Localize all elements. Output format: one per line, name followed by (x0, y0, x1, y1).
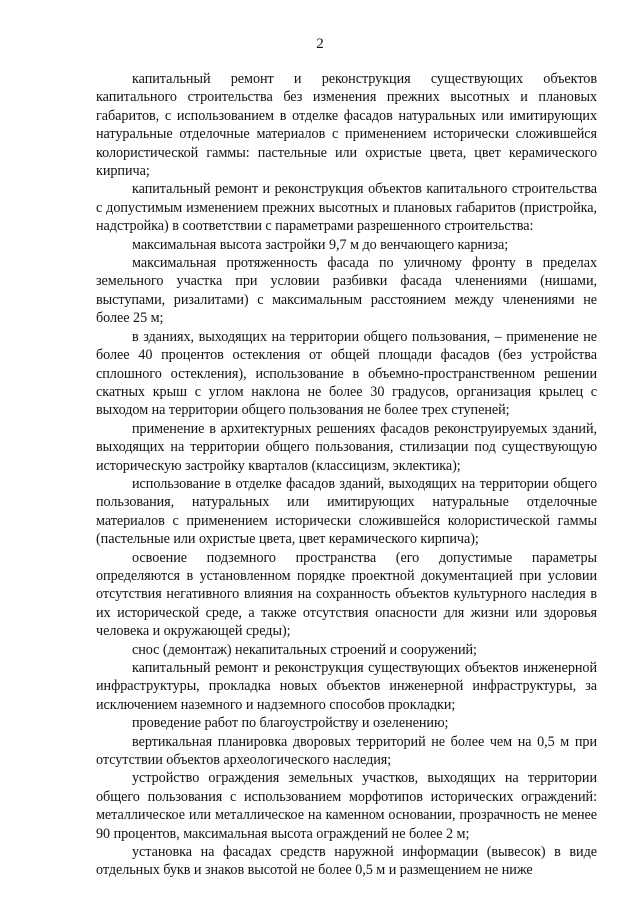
paragraph-10: капитальный ремонт и реконструкция существующих объектов инженерной инфраструктуры, прокладка новых объектов инженерной инфраструктуры, за исключением наземного и надземного способов прокладки; (96, 660, 597, 713)
paragraph-7: использование в отделке фасадов зданий, выходящих на территории общего пользования, натуральных или имитирующих натуральные отделочные материалов с применением исторически сложившейся колористической гаммы (пастельные или охристые цвета, цвет керамического кирпича); (96, 475, 597, 548)
document-body (96, 70, 597, 880)
paragraph-9: снос (демонтаж) некапитальных строений и сооружений; (132, 641, 477, 658)
paragraph-11: проведение работ по благоустройству и озеленению; (132, 715, 449, 732)
paragraph-6: применение в архитектурных решениях фасадов реконструируемых зданий, выходящих на территории общего пользования, стилизации под существующую историческую застройку кварталов (классицизм, эклектика); (96, 420, 597, 474)
paragraph-2: капитальный ремонт и реконструкция объектов капитального строительства с допустимым изменением прежних высотных и плановых габаритов (пристройка, надстройка) в соответствии с параметрами разрешенного строительства: (96, 181, 597, 235)
paragraph-5: в зданиях, выходящих на территории общего пользования, – применение не более 40 процентов остекления от общей площади фасадов (без устройства сплошного остекления), использование в объемно-пространственном решении скатных крыш с углом наклона не более 30 градусов, организация крылец с выходом на территории общего пользования не более трех ступеней; (96, 328, 597, 419)
paragraph-4: максимальная протяженность фасада по уличному фронту в пределах земельного участка при условии разбивки фасада членениями (нишами, выступами, ризалитами) с максимальным расстоянием между членениями не более 25 м; (96, 255, 597, 327)
paragraph-8: освоение подземного пространства (его допустимые параметры определяются в установленном порядке проектной документацией при условии отсутствия негативного влияния на сохранность объектов культурного наследия в их исторической среде, а также отсутствия опасности для жизни или здоровья человека и окружающей среды); (96, 549, 597, 640)
page-number: 2 (316, 36, 324, 52)
paragraph-14: установка на фасадах средств наружной информации (вывесок) в виде отдельных букв и знаков высотой не более 0,5 м и размещением не ниже (96, 844, 597, 879)
paragraph-12: вертикальная планировка дворовых территорий не более чем на 0,5 м при отсутствии объектов археологического наследия; (96, 733, 597, 769)
paragraph-3: максимальная высота застройки 9,7 м до венчающего карниза; (132, 236, 509, 253)
paragraph-13: устройство ограждения земельных участков, выходящих на территории общего пользования с использованием морфотипов исторических ограждений: металлическое или металлическое на каменном основании, прозрачность не менее 90 процентов, максимальная высота ограждений не более 2 м; (96, 770, 597, 842)
paragraph-1: капитальный ремонт и реконструкция существующих объектов капитального строительства без изменения прежних высотных и плановых габаритов, с использованием в отделке фасадов натуральных или имитирующих натуральные отделочные материалов с применением исторически сложившейся колористической гаммы: пастельные или охристые цвета, цвет керамического кирпича; (96, 71, 597, 180)
